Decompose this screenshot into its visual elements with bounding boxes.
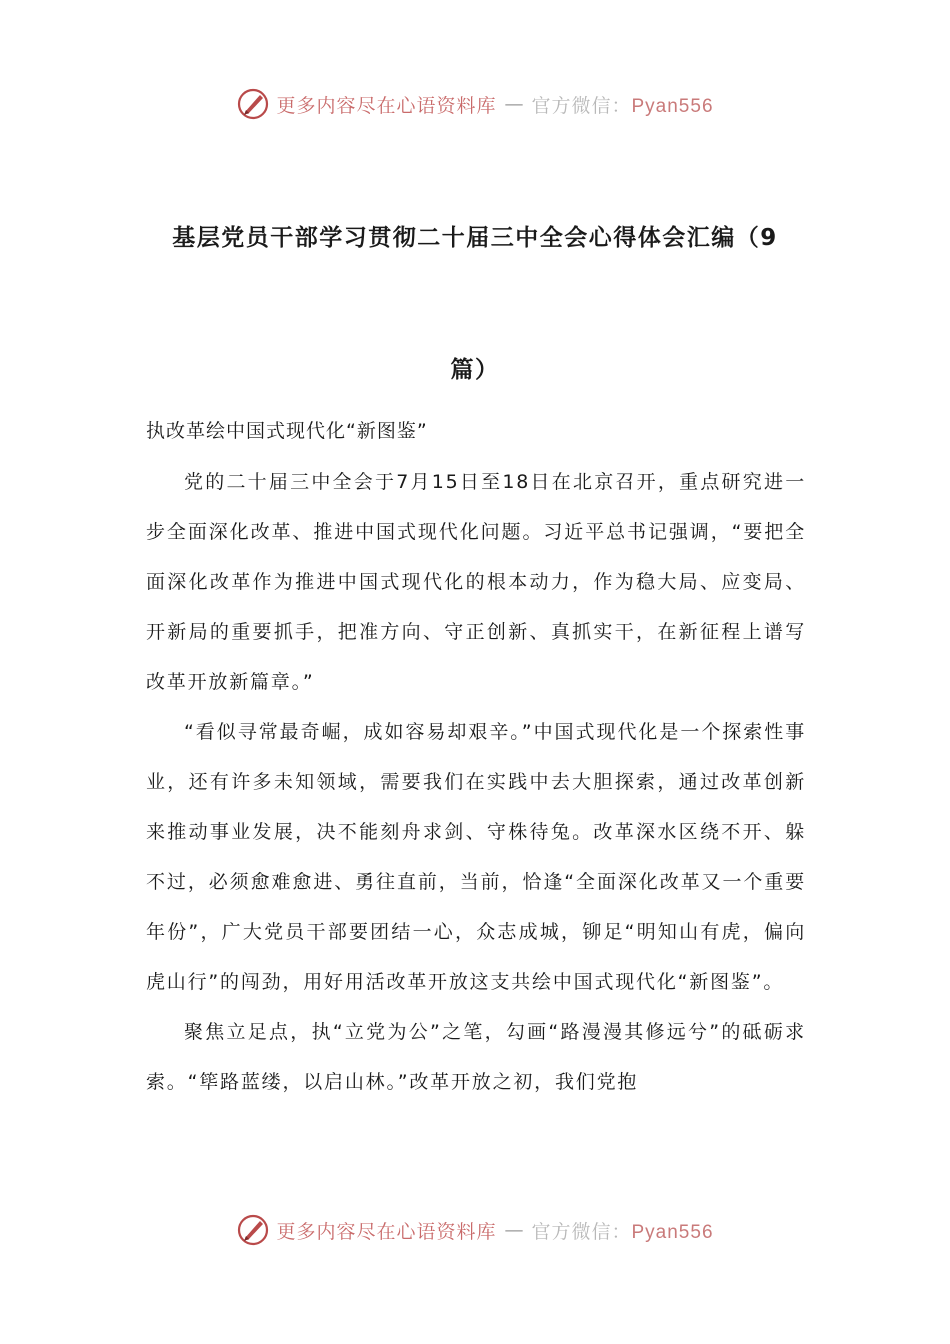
document-title [140, 172, 810, 436]
contact-label: 官方微信： [531, 1220, 632, 1243]
wechat-contact [531, 1217, 713, 1244]
banner-separator: — [504, 1219, 524, 1241]
header-banner [0, 84, 950, 124]
contact-label: 官方微信： [531, 94, 632, 117]
paragraph: “看似寻常最奇崛，成如容易却艰辛。”中国式现代化是一个探索性事业，还有许多未知领域，需要我们在实践中去大胆探索，通过改革创新来推动事业发展，决不能刻舟求剑、守株待兔。改革深水区绕不开、躲不过，必须愈难愈进、勇往直前，当前，恰逢“全面深化改革又一个重要年份”，广大党员干部要团结一心，众志成城，铆足“明知山有虎，偏向虎山行”的闯劲，用好用活改革开放这支共绘中国式现代化“新图鉴”。 [146, 721, 806, 993]
pen-logo-icon [236, 87, 270, 121]
title-line-2: 篇） [450, 357, 500, 383]
brand-text: 更多内容尽在心语资料库 [276, 1220, 497, 1243]
footer-banner [0, 1210, 950, 1250]
paragraph: 党的二十届三中全会于7月15日至18日在北京召开，重点研究进一步全面深化改革、推进中国式现代化问题。习近平总书记强调，“要把全面深化改革作为推进中国式现代化的根本动力，作为稳大局、应变局、开新局的重要抓手，把准方向、守正创新、真抓实干，在新征程上谱写改革开放新篇章。” [146, 471, 806, 693]
contact-id: Pyan556 [631, 1221, 714, 1243]
body-text [146, 457, 806, 1107]
contact-id: Pyan556 [631, 95, 714, 117]
wechat-contact [531, 91, 713, 118]
title-line-1: 基层党员干部学习贯彻二十届三中全会心得体会汇编（9 [172, 225, 778, 251]
paragraph: 聚焦立足点，执“立党为公”之笔，勾画“路漫漫其修远兮”的砥砺求索。“筚路蓝缕，以启山林。”改革开放之初，我们党抱 [146, 1021, 806, 1093]
pen-logo-icon [236, 1213, 270, 1247]
banner-separator: — [504, 93, 524, 115]
section-heading: 执改革绘中国式现代化“新图鉴” [146, 420, 428, 442]
brand-text: 更多内容尽在心语资料库 [276, 94, 497, 117]
